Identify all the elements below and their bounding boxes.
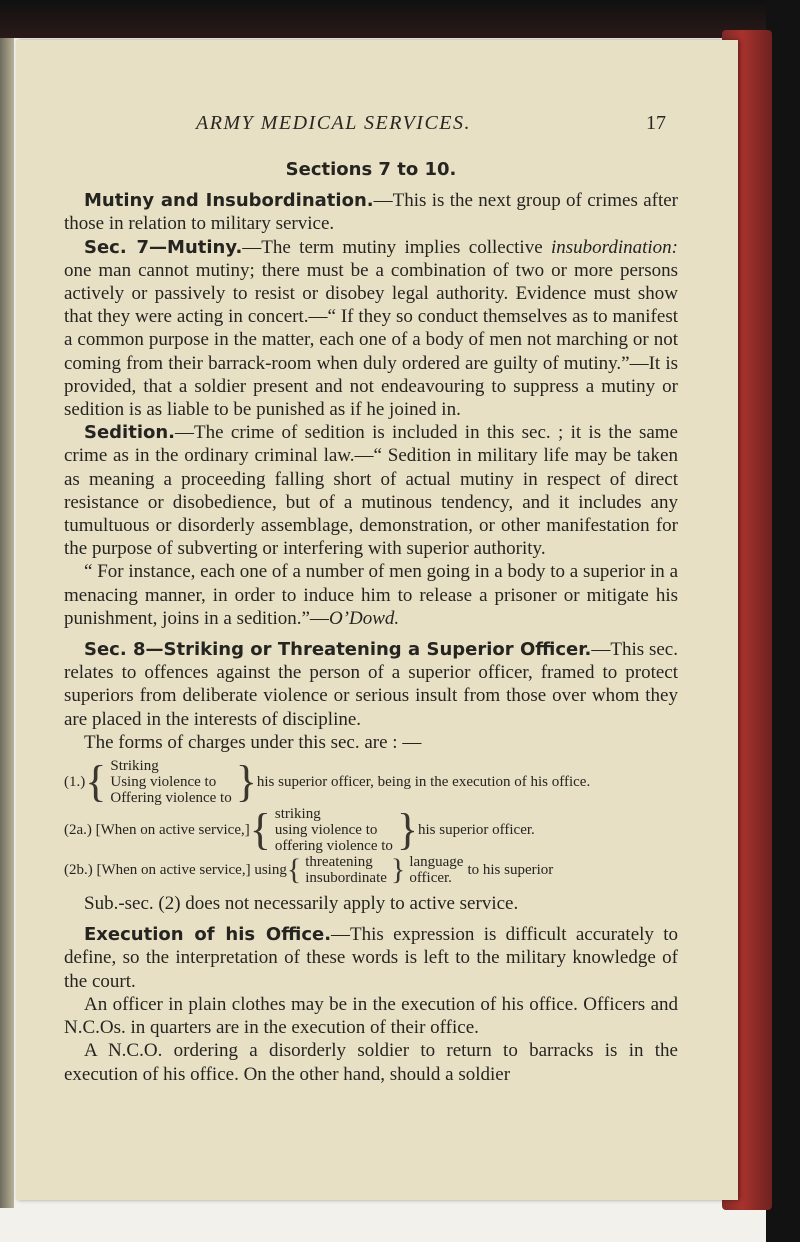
form-option: officer. [409,870,452,887]
citation: O’Dowd. [328,607,400,629]
paragraph-sec7 [64,236,678,422]
bold-heading: Sec. 7—Mutiny. [84,236,243,258]
form-2a [64,806,678,854]
paragraph-subsec: Sub.-sec. (2) does not necessarily apply to active service. [84,893,519,915]
scan-top-border [0,0,800,38]
page-number: 17 [646,112,666,134]
form-tail: his superior officer, being in the execution of his office. [256,774,591,791]
page-body [64,110,678,1086]
right-brace: } [396,805,419,855]
paragraph-plain-clothes: An officer in plain clothes may be in the execution of his office. Officers and N.C.Os. in quarters are in the execution of their office. [64,993,678,1039]
form-1 [64,758,678,806]
section-heading: Sections 7 to 10. [285,159,457,180]
form-option: striking [274,806,321,823]
paragraph-for-instance [64,560,678,630]
left-brace: { [286,853,302,887]
paragraph-text: —The term mutiny implies collective [242,236,551,258]
form-options [301,854,391,886]
form-option: Using violence to [110,774,217,791]
bold-heading: Sedition. [84,422,176,444]
form-option: offering violence to [274,838,393,855]
paragraph-text: —This is the next group of crimes after those in relation to military service. [64,190,679,235]
form-options [271,806,397,854]
paragraph-sedition [64,421,678,560]
paragraph-forms-intro: The forms of charges under this sec. are : — [84,731,422,753]
form-tail: to his superior [467,862,554,879]
paragraph-text: —This sec. relates to offences against the person of a superior officer, framed to protect superiors from deliberate violence or serious insult from those over whom they are placed in the interests of discipline. [64,639,678,730]
form-2b [64,854,678,886]
right-brace: } [235,757,257,807]
italic-term: insubordination: [550,236,678,258]
form-tail: his superior officer. [418,822,535,839]
left-brace: { [249,805,271,855]
right-brace: } [390,853,406,887]
bold-heading: Execution of his Office. [84,924,332,946]
paragraph-text: “ For instance, each one of a number of men going in a body to a superior in a menacing manner, in order to induce him to release a prisoner or mitigate his punishment, joins in a sedition.”— [64,561,678,629]
paragraph-text: —This expression is difficult accurately to define, so the interpretation of these words is left to the military knowledge of the court. [64,924,678,992]
paragraph-execution-office [64,923,678,993]
form-option: Offering violence to [110,790,232,807]
paragraph-sec8 [64,638,678,731]
form-option: insubordinate [305,870,387,887]
form-label: (2a.) [When on active service,] [64,822,250,839]
form-mid [405,854,467,886]
paragraph-mutiny-insubordination [64,189,678,235]
form-label: (1.) [64,774,86,791]
form-option: language [409,854,464,871]
charge-forms [64,758,678,886]
paragraph-nco: A N.C.O. ordering a disorderly soldier to return to barracks is in the execution of his office. On the other hand, should a soldier [64,1040,678,1085]
bold-heading: Sec. 8—Striking or Threatening a Superior Officer. [84,639,592,661]
page-paper [16,40,738,1200]
form-option: using violence to [274,822,378,839]
form-option: Striking [110,758,159,775]
form-label: (2b.) [When on active service,] using [64,862,287,879]
paragraph-text: one man cannot mutiny; there must be a combination of two or more persons actively or passively to resist or disobey legal authority. Evidence must show that they were acting in concert.—“ If they so conduct themselves as to manifest a common purpose in the matter, each one of a body of men not marching or not coming from their barrack-room when duly ordered are guilty of mutiny.”—It is provided, that a soldier present and not endeavouring to suppress a mutiny or sedition is as liable to be punished as if he joined in. [64,259,678,421]
running-title: ARMY MEDICAL SERVICES. [196,112,472,134]
left-brace: { [85,757,107,807]
form-option: threatening [305,854,373,871]
book-gutter [0,38,14,1208]
paragraph-text: —The crime of sedition is included in this sec. ; it is the same crime as in the ordinary criminal law.—“ Sedition in military life may be taken as meaning a proceeding falling short of actual mutiny in respect of direct resistance or disobedience, but of a mutinous tendency, and it includes any tumultuous or disorderly assemblage, demonstration, or other manifestation for the purpose of subverting or interfering with superior authority. [64,422,678,560]
form-options [106,758,235,806]
bold-heading: Mutiny and Insubordination. [84,190,374,212]
